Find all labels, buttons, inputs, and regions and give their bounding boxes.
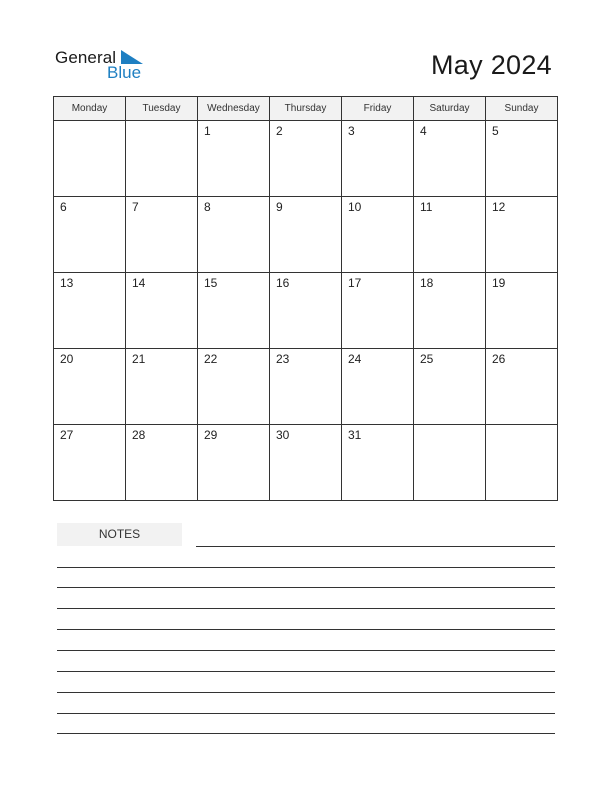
- day-cell: [54, 425, 126, 501]
- day-number: 5: [492, 124, 499, 138]
- day-number: 11: [420, 200, 433, 214]
- day-number: 12: [492, 200, 506, 214]
- note-line: [57, 608, 555, 609]
- calendar-grid: [53, 96, 558, 501]
- day-number: [126, 121, 197, 124]
- note-line: [196, 546, 555, 547]
- day-cell: [342, 273, 414, 349]
- day-number: 7: [132, 200, 139, 214]
- brand-logo: [55, 46, 155, 86]
- logo-text-blue: Blue: [107, 63, 142, 82]
- day-number: 25: [420, 352, 434, 366]
- day-cell: [342, 197, 414, 273]
- weekday-header-sunday: Sunday: [486, 97, 558, 121]
- note-line: [57, 567, 555, 568]
- day-number: 17: [348, 276, 362, 290]
- day-cell: [54, 197, 126, 273]
- note-line: [57, 733, 555, 734]
- day-cell: [126, 349, 198, 425]
- day-cell: [414, 425, 486, 501]
- day-cell: [198, 273, 270, 349]
- day-number: 24: [348, 352, 362, 366]
- day-cell: [342, 121, 414, 197]
- day-number: 2: [276, 124, 283, 138]
- note-line: [57, 671, 555, 672]
- page-title: May 2024: [431, 50, 552, 80]
- day-number: 22: [204, 352, 218, 366]
- notes-label: NOTES: [57, 523, 182, 546]
- day-number: 16: [276, 276, 290, 290]
- day-number: 28: [132, 428, 146, 442]
- note-line: [57, 692, 555, 693]
- day-cell: [486, 197, 558, 273]
- day-number: 9: [276, 200, 283, 214]
- day-number: 15: [204, 276, 218, 290]
- day-number: 29: [204, 428, 218, 442]
- weekday-header-thursday: Thursday: [270, 97, 342, 121]
- week-row: [54, 349, 558, 425]
- day-number: 8: [204, 200, 211, 214]
- day-number: [54, 121, 125, 124]
- day-cell: [54, 349, 126, 425]
- day-cell: [486, 425, 558, 501]
- day-cell: [126, 197, 198, 273]
- week-row: [54, 273, 558, 349]
- day-cell: [126, 121, 198, 197]
- day-cell: [198, 121, 270, 197]
- note-line: [57, 713, 555, 714]
- day-cell: [414, 273, 486, 349]
- day-number: 26: [492, 352, 506, 366]
- note-line: [57, 650, 555, 651]
- weekday-header-friday: Friday: [342, 97, 414, 121]
- day-number: 1: [204, 124, 211, 138]
- day-cell: [126, 273, 198, 349]
- day-cell: [342, 425, 414, 501]
- day-cell: [54, 121, 126, 197]
- day-cell: [270, 425, 342, 501]
- weekday-header-saturday: Saturday: [414, 97, 486, 121]
- day-cell: [486, 273, 558, 349]
- day-number: 4: [420, 124, 427, 138]
- day-number: 30: [276, 428, 290, 442]
- day-number: 3: [348, 124, 355, 138]
- day-number: 18: [420, 276, 434, 290]
- day-number: [414, 425, 485, 428]
- day-cell: [414, 349, 486, 425]
- day-number: 27: [60, 428, 74, 442]
- day-number: 20: [60, 352, 74, 366]
- note-line: [57, 587, 555, 588]
- day-cell: [270, 121, 342, 197]
- day-number: 14: [132, 276, 146, 290]
- week-row: [54, 425, 558, 501]
- day-cell: [486, 349, 558, 425]
- day-cell: [54, 273, 126, 349]
- logo-text-general: General: [55, 48, 117, 67]
- weekday-header-monday: Monday: [54, 97, 126, 121]
- weekday-header-row: [54, 97, 558, 121]
- day-number: 31: [348, 428, 362, 442]
- day-cell: [486, 121, 558, 197]
- day-cell: [342, 349, 414, 425]
- note-line: [57, 629, 555, 630]
- day-cell: [198, 349, 270, 425]
- day-cell: [270, 273, 342, 349]
- weekday-header-tuesday: Tuesday: [126, 97, 198, 121]
- day-number: [486, 425, 557, 428]
- day-cell: [198, 197, 270, 273]
- week-row: [54, 121, 558, 197]
- day-cell: [270, 197, 342, 273]
- day-cell: [126, 425, 198, 501]
- day-number: 19: [492, 276, 506, 290]
- week-row: [54, 197, 558, 273]
- day-number: 13: [60, 276, 74, 290]
- day-number: 21: [132, 352, 146, 366]
- weekday-header-wednesday: Wednesday: [198, 97, 270, 121]
- day-number: 10: [348, 200, 362, 214]
- day-cell: [414, 121, 486, 197]
- day-number: 6: [60, 200, 67, 214]
- day-cell: [414, 197, 486, 273]
- day-number: 23: [276, 352, 290, 366]
- day-cell: [198, 425, 270, 501]
- day-cell: [270, 349, 342, 425]
